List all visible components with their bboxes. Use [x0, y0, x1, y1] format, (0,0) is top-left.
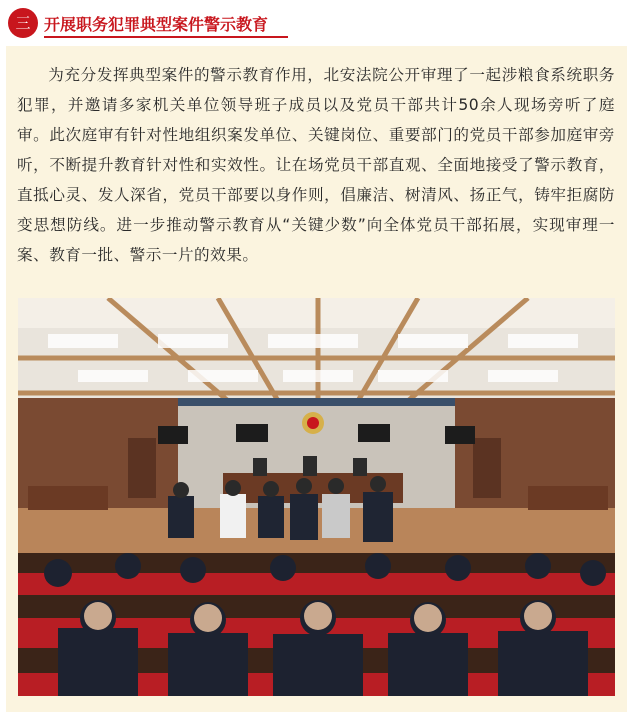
section-number-badge: 三 — [8, 8, 38, 38]
courtroom-illustration — [18, 298, 615, 696]
courtroom-photo — [18, 298, 615, 696]
article-paragraph: 为充分发挥典型案件的警示教育作用，北安法院公开审理了一起涉粮食系统职务犯罪，并邀请多家机关单位领导班子成员以及党员干部共计50余人现场旁听了庭审。此次庭审有针对性地组织案发单位、关键岗位、重要部门的党员干部参加庭审旁听，不断提升教育针对性和实效性。让在场党员干部直观、全面地接受了警示教育，直抵心灵、发人深省，党员干部要以身作则，倡廉洁、树清风、扬正气，铸牢拒腐防变思想防线。进一步推动警示教育从“关键少数”向全体党员干部拓展，实现审理一案、教育一批、警示一片的效果。 — [17, 66, 615, 264]
title-underline — [44, 36, 288, 38]
section-header — [8, 8, 288, 38]
section-title: 开展职务犯罪典型案件警示教育 — [44, 15, 269, 34]
content-panel — [6, 46, 627, 712]
